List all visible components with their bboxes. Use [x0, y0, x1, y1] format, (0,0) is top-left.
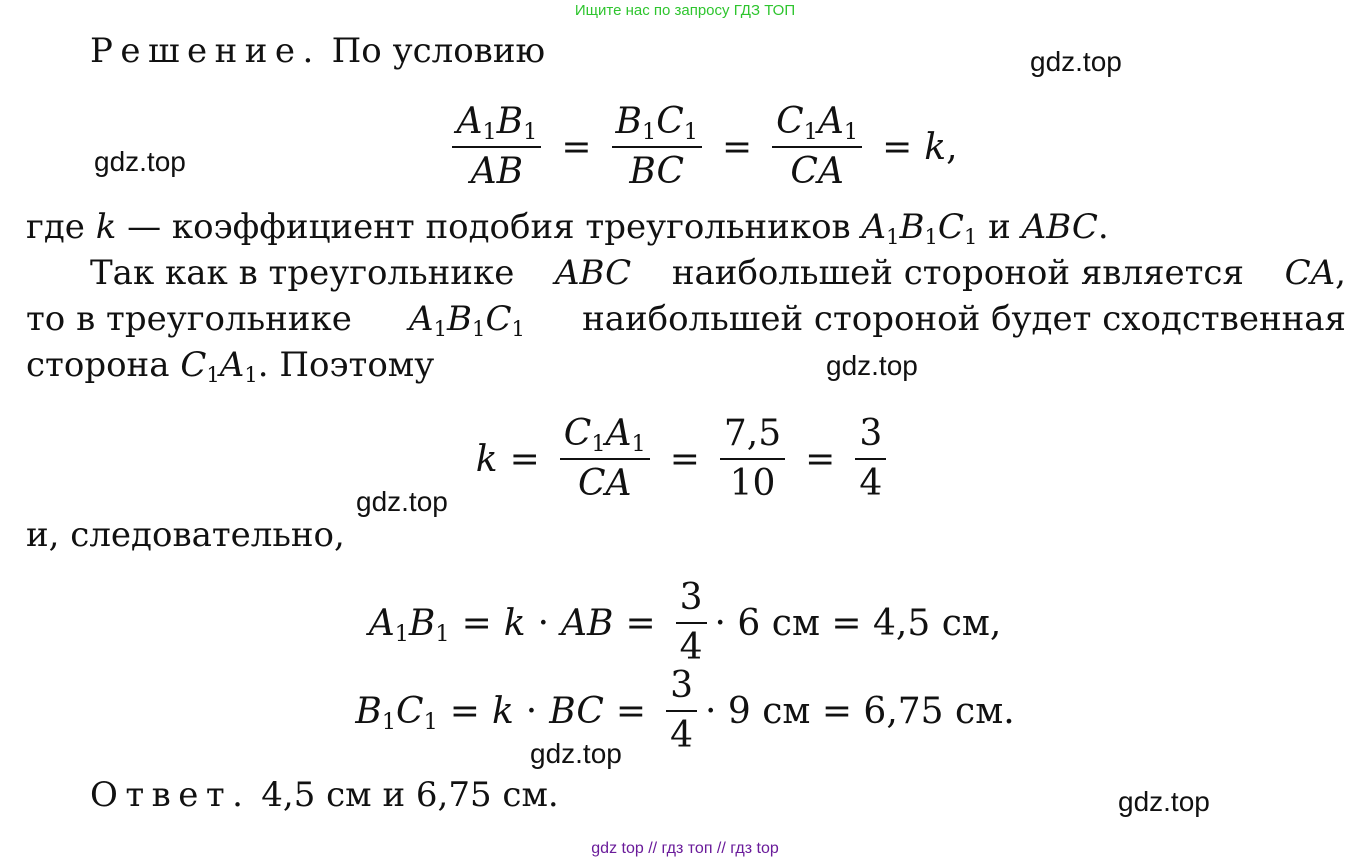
where-prefix: где [26, 207, 85, 247]
solution-heading: Решение. [90, 31, 321, 71]
line4b: наибольшей стороной будет сходственная [582, 299, 1346, 339]
eq3-tail: · 6 см = 4,5 см, [714, 602, 1002, 644]
num-3: 3 [855, 412, 886, 460]
paragraph-line-2: то в треугольнике $A_1B_1C_1$ наибольшей стороной будет сходственная [26, 296, 1346, 342]
line5a: сторона [26, 345, 170, 385]
answer-line [90, 772, 559, 818]
line3b: наибольшей стороной является [671, 253, 1244, 293]
paragraph-line-3: сторона $C_1A_1$. Поэтому [26, 345, 435, 387]
watermark: gdz.top [1030, 46, 1122, 77]
num-4: 4 [679, 627, 703, 668]
and-word: и [988, 207, 1011, 247]
dash: — [127, 207, 162, 247]
b1c1-equation: $B_1C_1$ = k · BC = $\frac{3}{4}$ · 9 см = 6,75 см. [355, 665, 1015, 756]
watermark: gdz.top [356, 486, 448, 517]
a1b1-equation: $A_1B_1$ = k · AB = $\frac{3}{4}$ · 6 см = 4,5 см, [368, 577, 1002, 668]
watermark: gdz.top [94, 146, 186, 177]
solution-heading-line [90, 28, 545, 74]
watermark: gdz.top [530, 738, 622, 769]
line3a: Так как в треугольнике [90, 253, 515, 293]
line5b: . Поэтому [257, 345, 435, 385]
where-text: коэффициент подобия треугольников [171, 207, 851, 247]
paragraph-line-1: Так как в треугольнике ABC наибольшей стороной является CA, [90, 250, 1346, 296]
footer-links: gdz top // гдз топ // гдз top [591, 840, 779, 857]
k-equation: k = $\frac{C_1A_1}{CA}$ = $\frac{7,5}{10}$ = $\frac{3}{4}$ [0, 412, 1370, 506]
ratio-equation: $\frac{A_1B_1}{AB}$ = $\frac{B_1C_1}{BC}$ = $\frac{C_1A_1}{CA}$ = k , [16, 100, 1370, 194]
num-3: 3 [666, 664, 697, 712]
watermark: gdz.top [826, 350, 918, 381]
answer-text: 4,5 см и 6,75 см. [261, 775, 559, 815]
watermark: gdz.top [1118, 786, 1210, 817]
answer-label: Ответ. [90, 775, 251, 815]
num-4: 4 [670, 715, 693, 756]
num-10: 10 [729, 463, 776, 504]
eq4-tail: · 9 см = 6,75 см. [704, 690, 1015, 732]
where-line: где k — коэффициент подобия треугольников $A_1B_1C_1$ и ABC. [26, 207, 1109, 249]
num-3: 3 [676, 576, 707, 624]
line4a: то в треугольнике [26, 299, 352, 339]
consequently-line: и, следовательно, [26, 515, 345, 555]
solution-intro: По условию [331, 31, 546, 71]
top-banner: Ищите нас по запросу ГДЗ ТОП [574, 2, 796, 19]
num-7-5: 7,5 [720, 412, 785, 460]
num-4: 4 [859, 463, 883, 504]
